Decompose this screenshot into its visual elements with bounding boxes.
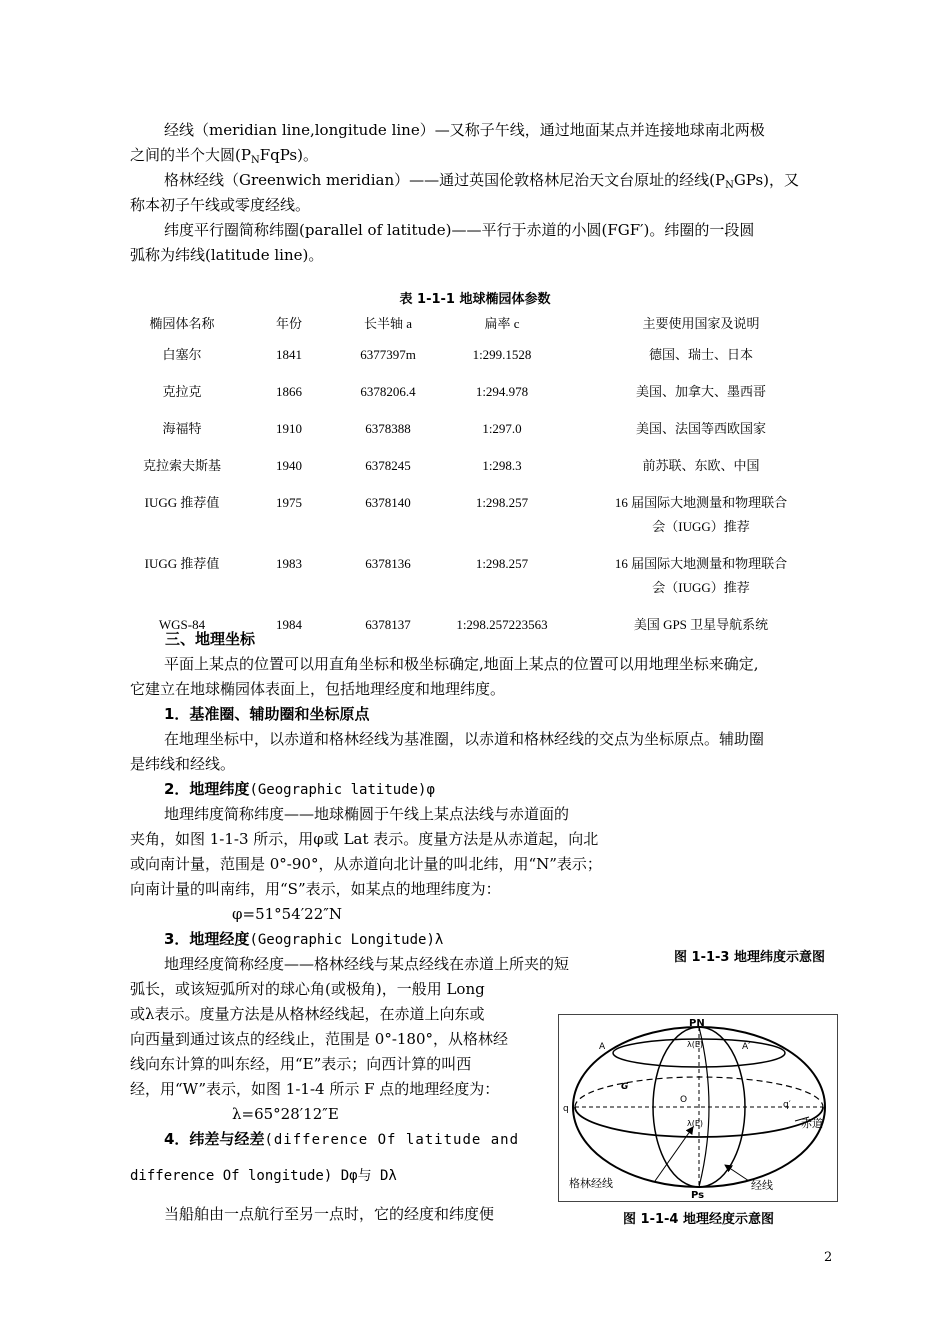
table-cell: 克拉克	[162, 384, 202, 399]
table-header: 椭园体名称	[149, 316, 215, 331]
table-cell: 1841	[276, 347, 302, 362]
table-cell: 6377397m	[360, 347, 416, 362]
table-cell: 美国、法国等西欧国家	[635, 421, 766, 436]
heading-text: (Geographic Longitude)λ	[249, 932, 444, 948]
table-cell: 1983	[276, 556, 302, 571]
subscript: N	[250, 155, 260, 166]
table-row	[130, 411, 830, 448]
table-row	[130, 336, 830, 374]
table-cell	[572, 546, 830, 607]
table-row	[130, 374, 830, 411]
label-equator: 赤道	[801, 1117, 823, 1130]
label-o: O	[680, 1095, 688, 1105]
subheading-4	[164, 1127, 519, 1152]
subheading-2	[164, 777, 435, 802]
text-run: GPs)，又	[733, 171, 800, 189]
table-cell: 德国、瑞士、日本	[648, 347, 753, 362]
latitude-line3: 或向南计量，范围是 0°-90°，从赤道向北计量的叫北纬，用“N”表示；	[130, 855, 602, 873]
table-cell: 1940	[276, 458, 302, 473]
table-cell: WGS-84	[158, 617, 206, 632]
table-caption: 表 1-1-1 地球椭园体参数	[399, 292, 551, 307]
subscript: N	[725, 180, 734, 191]
text-run: 之间的半个大圆(P	[130, 146, 251, 164]
heading-text: (Geographic latitude)φ	[249, 782, 435, 798]
table-cell: 6378136	[365, 556, 411, 571]
table-cell	[572, 485, 830, 546]
label-lambda-top: λ(E)	[687, 1040, 704, 1049]
para-meridian-line1: 经线（meridian line,longitude line）—又称子午线，通过地面某点并连接地球南北两极	[164, 121, 765, 139]
longitude-formula: λ=65°28′12″E	[232, 1105, 339, 1123]
latitude-line2: 夹角，如图 1-1-3 所示，用φ或 Lat 表示。度量方法是从赤道起，向北	[130, 830, 599, 848]
table-header: 年份	[275, 316, 302, 331]
table-cell: 6378206.4	[360, 384, 416, 399]
label-a: A	[599, 1042, 606, 1052]
table-cell: IUGG 推荐值	[144, 556, 220, 571]
table-cell: 1975	[276, 495, 302, 510]
table-header-row	[130, 312, 830, 336]
table-cell: 1866	[276, 384, 302, 399]
label-q: q	[563, 1104, 569, 1114]
heading-text: 2．地理纬度	[164, 780, 250, 798]
label-meridian: 经线	[751, 1179, 773, 1192]
subheading-4-cont: difference Of longitude) Dφ与 Dλ	[130, 1168, 397, 1184]
subheading-1: 1．基准圈、辅助圈和坐标原点	[164, 705, 370, 723]
section-intro-line2: 它建立在地球椭园体表面上，包括地理经度和地理纬度。	[130, 680, 506, 698]
label-ps: Ps	[691, 1190, 705, 1201]
para-greenwich-line2: 称本初子午线或零度经线。	[130, 196, 311, 214]
table-cell: 美国、加拿大、墨西哥	[635, 384, 766, 399]
label-a-prime: A′	[742, 1042, 751, 1052]
table-cell: 6378388	[365, 421, 411, 436]
table-row	[130, 485, 830, 546]
table-cell: 6378140	[365, 495, 411, 510]
section-intro-line1: 平面上某点的位置可以用直角坐标和极坐标确定,地面上某点的位置可以用地理坐标来确定,	[164, 655, 759, 673]
table-header: 长半轴 a	[363, 316, 413, 331]
heading-text: 3．地理经度	[164, 930, 250, 948]
latitude-formula: φ=51°54′22″N	[232, 905, 342, 923]
subsection1-line1: 在地理坐标中，以赤道和格林经线为基准圈，以赤道和格林经线的交点为坐标原点。辅助圈	[164, 730, 765, 748]
label-g: G	[621, 1082, 629, 1092]
longitude-line2: 弧长，或该短弧所对的球心角(或极角)，一般用 Long	[130, 980, 485, 998]
table-row	[130, 546, 830, 607]
latitude-line1: 地理纬度简称纬度——地球椭圆于午线上某点法线与赤道面的	[164, 805, 570, 823]
table-cell: 白塞尔	[162, 347, 202, 362]
table-header: 扁率 c	[484, 316, 520, 331]
longitude-line6: 经，用“W”表示，如图 1-1-4 所示 F 点的地理经度为：	[130, 1080, 500, 1098]
figure-1-1-4-caption: 图 1-1-4 地理经度示意图	[623, 1212, 774, 1227]
table-cell: 6378245	[365, 458, 411, 473]
subheading-3	[164, 927, 443, 952]
heading-text: 4．纬差与经差	[164, 1130, 265, 1148]
cell-line: 会（IUGG）推荐	[652, 519, 750, 534]
label-pn: PN	[689, 1018, 705, 1029]
table-header: 主要使用国家及说明	[642, 316, 760, 331]
heading-text: (difference Of latitude and	[264, 1132, 520, 1148]
figure-1-1-3-caption: 图 1-1-3 地理纬度示意图	[674, 950, 825, 965]
section-heading: 三、地理坐标	[165, 630, 256, 648]
table-cell: 1:298.257223563	[456, 617, 548, 632]
table-cell: 1984	[276, 617, 302, 632]
table-cell: 1:298.257	[475, 556, 529, 571]
subsection1-line2: 是纬线和经线。	[130, 755, 236, 773]
meridian-pointer	[725, 1165, 749, 1181]
label-q-prime: q′	[783, 1100, 791, 1110]
latitude-line4: 向南计量的叫南纬，用“S”表示，如某点的地理纬度为：	[130, 880, 501, 898]
para-parallel-line1: 纬度平行圈简称纬圈(parallel of latitude)——平行于赤道的小圆(FGF′)。纬圈的一段圆	[164, 221, 755, 239]
cell-line: 16 届国际大地测量和物理联合	[614, 495, 788, 510]
table-cell: 1:294.978	[475, 384, 529, 399]
page-number: 2	[824, 1250, 833, 1265]
longitude-line3: 或λ表示。度量方法是从格林经线起，在赤道上向东或	[130, 1005, 485, 1023]
table-row	[130, 448, 830, 485]
table-cell: 1910	[276, 421, 302, 436]
longitude-line1: 地理经度简称经度——格林经线与某点经线在赤道上所夹的短	[164, 955, 570, 973]
table-cell: 克拉索夫斯基	[142, 458, 221, 473]
final-line: 当船舶由一点航行至另一点时，它的经度和纬度便	[164, 1205, 495, 1223]
longitude-line5: 线向东计算的叫东经，用“E”表示；向西计算的叫西	[130, 1055, 472, 1073]
text-run: 格林经线（Greenwich meridian）——通过英国伦敦格林尼治天文台原址的经线(P	[164, 171, 726, 189]
text-run: FqPs)。	[259, 146, 318, 164]
table-cell: 前苏联、东欧、中国	[642, 458, 760, 473]
label-lambda-mid: λ(E)	[687, 1119, 704, 1128]
label-greenwich: 格林经线	[569, 1177, 613, 1190]
table-cell: 美国 GPS 卫星导航系统	[633, 617, 769, 632]
ellipsoid-table	[130, 312, 830, 644]
cell-line: 16 届国际大地测量和物理联合	[614, 556, 788, 571]
table-cell: 海福特	[162, 421, 202, 436]
cell-line: 会（IUGG）推荐	[652, 580, 750, 595]
table-cell: 1:298.3	[482, 458, 522, 473]
table-cell: 6378137	[365, 617, 411, 632]
para-parallel-line2: 弧称为纬线(latitude line)。	[130, 246, 324, 264]
table-cell: 1:298.257	[475, 495, 529, 510]
table-cell: IUGG 推荐值	[144, 495, 220, 510]
globe-diagram	[559, 1015, 837, 1201]
table-cell: 1:299.1528	[472, 347, 532, 362]
longitude-diagram	[558, 1014, 838, 1202]
table-cell: 1:297.0	[482, 421, 522, 436]
longitude-line4: 向西量到通过该点的经线止，范围是 0°-180°，从格林经	[130, 1030, 509, 1048]
